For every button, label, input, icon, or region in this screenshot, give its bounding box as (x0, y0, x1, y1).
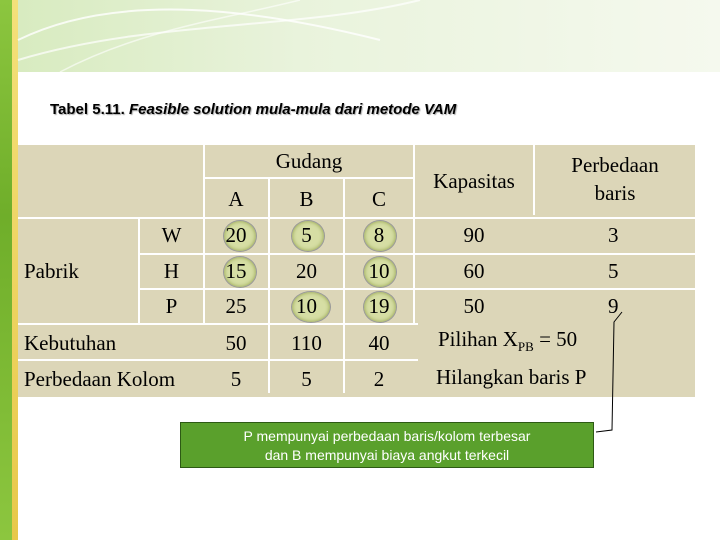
pabrik-label: Pabrik (24, 259, 79, 283)
cell-h-b: 20 (296, 259, 317, 283)
header-kapasitas: Kapasitas (433, 169, 515, 193)
cell-p-b: 10 (296, 294, 317, 318)
cell-w-b: 5 (301, 223, 312, 247)
pilihan-prefix: Pilihan X (438, 327, 518, 351)
cell-h-c: 10 (368, 259, 390, 283)
perbedaan-kolom-c: 2 (373, 367, 385, 391)
kebutuhan-a: 50 (225, 331, 247, 355)
perbedaan-p: 9 (608, 294, 619, 318)
explanation-callout (180, 422, 594, 468)
row-label-w: W (161, 223, 182, 247)
perbedaan-kolom-b: 5 (301, 367, 312, 391)
kebutuhan-b: 110 (291, 331, 322, 355)
hilangkan-text: Hilangkan baris P (436, 365, 587, 389)
col-header-b: B (299, 187, 314, 211)
row-label-p: P (165, 294, 178, 318)
kebutuhan-label: Kebutuhan (24, 331, 117, 355)
perbedaan-kolom-label: Perbedaan Kolom (24, 367, 176, 391)
header-gudang: Gudang (275, 149, 343, 173)
callout-line2: dan B mempunyai biaya angkut terkecil (264, 447, 510, 463)
perbedaan-kolom-a: 5 (230, 367, 242, 391)
cell-h-a: 15 (225, 259, 247, 283)
caption-label: Tabel 5.11. (50, 101, 125, 118)
kebutuhan-c: 40 (368, 331, 390, 355)
perbedaan-w: 3 (608, 223, 619, 247)
kapasitas-h: 60 (463, 259, 485, 283)
caption-text: Feasible solution mula-mula dari metode VAM (128, 101, 457, 118)
perbedaan-h: 5 (608, 259, 619, 283)
row-label-h: H (163, 259, 180, 283)
callout-line1: P mempunyai perbedaan baris/kolom terbesar (243, 428, 531, 444)
header-perbedaan-baris-1: Perbedaan (571, 153, 659, 177)
cell-p-a: 25 (225, 294, 247, 318)
kapasitas-w: 90 (463, 223, 485, 247)
cell-p-c: 19 (368, 294, 390, 318)
kapasitas-p: 50 (463, 294, 485, 318)
pilihan-sub: PB (517, 339, 534, 355)
col-header-a: A (228, 187, 244, 211)
pilihan-suffix: = 50 (533, 327, 578, 351)
cell-w-a: 20 (225, 223, 247, 247)
header-perbedaan-baris-2: baris (594, 181, 636, 205)
cell-w-c: 8 (373, 223, 385, 247)
col-header-c: C (371, 187, 386, 211)
